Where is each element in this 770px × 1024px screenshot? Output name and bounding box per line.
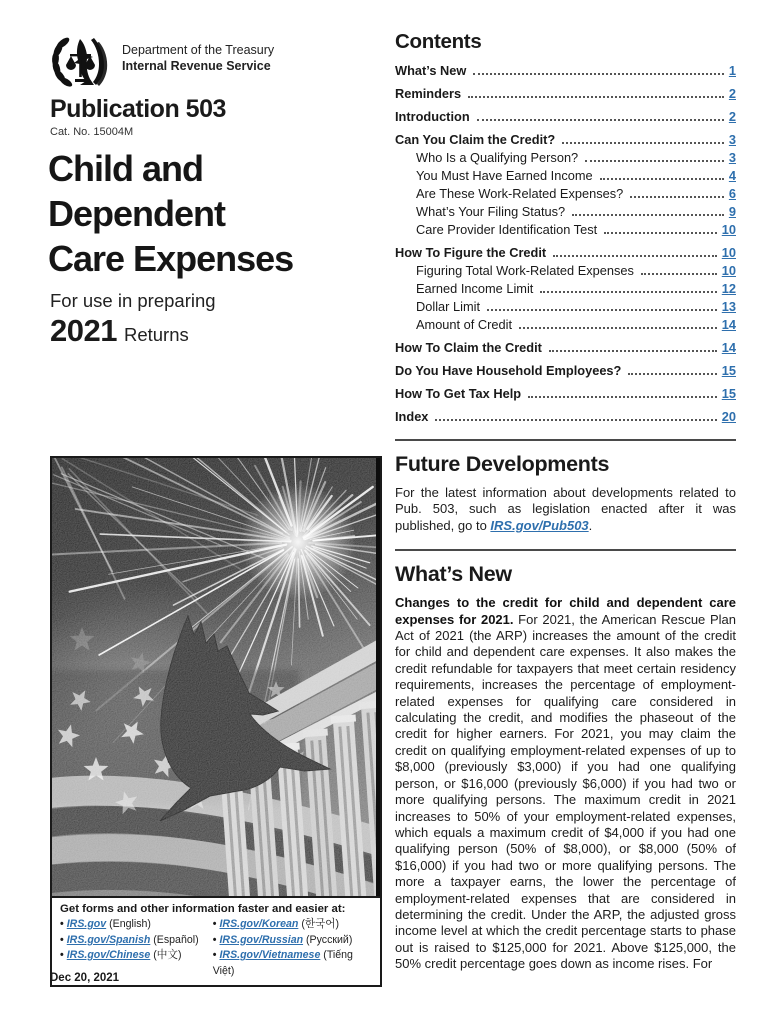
toc-item-label: Figuring Total Work-Related Expenses (416, 263, 634, 278)
lang-label-chinese: (中文) (153, 949, 182, 961)
dot-leader (477, 119, 724, 121)
contents-heading: Contents (395, 30, 482, 53)
toc-page-link[interactable]: 12 (721, 281, 736, 296)
dot-leader (630, 196, 724, 198)
toc-page-link[interactable]: 20 (721, 409, 736, 424)
toc-entry-household-employees[interactable] (395, 363, 736, 378)
title-line-1: Child and (48, 148, 203, 189)
toc-entry-filing-status[interactable] (395, 204, 736, 219)
toc-item-label: Who Is a Qualifying Person? (416, 150, 579, 165)
link-irs-gov-english[interactable]: IRS.gov (66, 918, 107, 930)
returns-label: Returns (123, 324, 189, 345)
toc-page-link[interactable]: 13 (721, 299, 736, 314)
section-divider (395, 439, 736, 441)
bullet-icon: • (212, 949, 217, 961)
link-item-russian (213, 933, 372, 949)
dot-leader (553, 255, 717, 257)
link-item-vietnamese (213, 948, 372, 979)
toc-page-link[interactable]: 6 (728, 186, 736, 201)
cover-photo-frame (50, 456, 382, 987)
toc-entry-reminders[interactable] (395, 86, 736, 101)
link-irs-gov-korean[interactable]: IRS.gov/Korean (219, 918, 299, 930)
toc-entry-work-related-expenses[interactable] (395, 186, 736, 201)
tax-year: 2021 (50, 313, 117, 348)
link-irs-gov-pub503[interactable]: IRS.gov/Pub503 (490, 517, 589, 533)
toc-page-link[interactable]: 14 (721, 317, 736, 332)
toc-page-link[interactable]: 14 (721, 340, 736, 355)
link-item-korean (213, 917, 372, 933)
toc-item-label: Can You Claim the Credit? (395, 132, 556, 147)
irs-eagle-logo-icon (50, 33, 112, 89)
toc-page-link[interactable]: 15 (721, 386, 736, 401)
toc-item-label: Index (395, 409, 429, 424)
toc-entry-qualifying-person[interactable] (395, 150, 736, 165)
preparing-line: For use in preparing (50, 290, 216, 311)
toc-entry-amount-of-credit[interactable] (395, 317, 736, 332)
lang-label-russian: (Русский) (306, 933, 353, 946)
toc-item-label: Introduction (395, 109, 470, 124)
lang-label-english: (English) (109, 918, 151, 930)
toc-item-label: Do You Have Household Employees? (395, 363, 622, 378)
publication-number: Publication 503 (50, 95, 226, 123)
toc-item-label: How To Claim the Credit (395, 340, 542, 355)
toc-item-label: Are These Work-Related Expenses? (416, 186, 624, 201)
toc-page-link[interactable]: 1 (728, 63, 736, 78)
lang-label-korean: (한국어) (301, 918, 340, 930)
future-developments-heading: Future Developments (395, 452, 610, 476)
toc-entry-can-you-claim[interactable] (395, 132, 736, 147)
toc-item-label: You Must Have Earned Income (416, 168, 593, 183)
toc-item-label: What’s Your Filing Status? (416, 204, 566, 219)
dot-leader (468, 96, 724, 98)
toc-item-label: Dollar Limit (416, 299, 480, 314)
whats-new-text: For 2021, the American Rescue Plan Act of 2021 (the ARP) increases the amount of the credit for child and dependent care expenses. It also makes the credit refundable for taxpayers that meet certain residency requirements, increases the percentage of employment-related expenses for qualifying care considered in calculating the credit, and modifies the phaseout of the credit for higher earners. For 2021, you may claim the credit on qualifying employment-related expenses of up to $8,000 (previously $3,000) if you had one qualifying person, or $16,000 (previously $6,000) if you had two or more qualifying persons. The maximum credit in 2021 increases to 50% of your employment-related expenses, which equals a maximum credit of $4,000 if you had one qualifying person (50% of $8,000), or $8,000 (50% of $16,000) if you had two or more qualifying persons. The more a taxpayer earns, the lower the percentage of employment-related expenses that are considered in determining the credit. Under the ARP, the adjusted gross income level at which the credit percentage starts to phase out is raised to $125,000 for 2021. Above $125,000, the 50% credit percentage goes down as income rises. For (395, 611, 736, 972)
toc-page-link[interactable]: 3 (728, 150, 736, 165)
lang-label-spanish: (Español) (153, 933, 199, 946)
toc-page-link[interactable]: 15 (721, 363, 736, 378)
agency-line2: Internal Revenue Service (122, 59, 271, 73)
toc-item-label: What’s New (395, 63, 467, 78)
publication-title (48, 146, 293, 281)
bullet-icon: • (212, 918, 217, 930)
toc-item-label: Amount of Credit (416, 317, 513, 332)
toc-entry-earned-income-limit[interactable] (395, 281, 736, 296)
toc-entry-dollar-limit[interactable] (395, 299, 736, 314)
link-item-spanish (60, 933, 213, 949)
toc-entry-earned-income[interactable] (395, 168, 736, 183)
toc-item-label: Earned Income Limit (416, 281, 534, 296)
title-line-3: Care Expenses (48, 238, 294, 279)
link-irs-gov-chinese[interactable]: IRS.gov/Chinese (66, 949, 151, 961)
dot-leader (604, 232, 717, 234)
future-developments-text-post: . (588, 517, 593, 533)
dot-leader (585, 160, 724, 162)
right-column (395, 30, 736, 973)
toc-entry-whats-new[interactable] (395, 63, 736, 78)
link-irs-gov-spanish[interactable]: IRS.gov/Spanish (66, 933, 151, 946)
toc-entry-claim-credit[interactable] (395, 340, 736, 355)
get-forms-heading: Get forms and other information faster and easier at: (60, 903, 346, 915)
link-item-chinese (60, 948, 213, 964)
agency-header (50, 33, 274, 89)
bullet-icon: • (60, 918, 64, 930)
toc-page-link[interactable]: 2 (728, 109, 736, 124)
dot-leader (435, 419, 716, 421)
dot-leader (487, 309, 717, 311)
toc-page-link[interactable]: 4 (728, 168, 736, 183)
link-irs-gov-vietnamese[interactable]: IRS.gov/Vietnamese (219, 949, 321, 961)
agency-name (122, 33, 274, 74)
dot-leader (540, 291, 716, 293)
bullet-icon: • (60, 949, 64, 961)
toc-entry-tax-help[interactable] (395, 386, 736, 401)
tax-year-line (50, 313, 189, 349)
toc-entry-care-provider-test[interactable] (395, 222, 736, 237)
dot-leader (562, 142, 724, 144)
dot-leader (519, 327, 717, 329)
toc-page-link[interactable]: 2 (728, 86, 736, 101)
toc-page-link[interactable]: 10 (721, 263, 736, 278)
whats-new-heading: What’s New (395, 562, 512, 587)
agency-line1: Department of the Treasury (122, 43, 275, 57)
whats-new-paragraph (395, 595, 736, 972)
dot-leader (628, 373, 716, 375)
section-divider (395, 549, 736, 551)
toc-item-label: How To Get Tax Help (395, 386, 522, 401)
title-line-2: Dependent (48, 193, 226, 234)
toc-entry-figure-credit[interactable] (395, 245, 736, 260)
dot-leader (641, 273, 717, 275)
lang-label-vietnamese: (Tiếng Việt) (212, 949, 353, 977)
toc-item-label: How To Figure the Credit (395, 245, 547, 260)
dot-leader (549, 350, 717, 352)
dot-leader (473, 73, 724, 75)
future-developments-paragraph (395, 485, 736, 534)
dot-leader (572, 214, 724, 216)
bullet-icon: • (60, 933, 64, 946)
whats-new-lead: Changes to the credit for child and dependent care expenses for 2021. (395, 595, 736, 627)
toc-item-label: Care Provider Identification Test (416, 222, 598, 237)
revision-date: Dec 20, 2021 (50, 972, 120, 984)
publication-id (50, 95, 226, 138)
toc-entry-index[interactable] (395, 409, 736, 424)
toc-item-label: Reminders (395, 86, 462, 101)
toc-page-link[interactable]: 10 (721, 222, 736, 237)
dot-leader (528, 396, 717, 398)
link-irs-gov-russian[interactable]: IRS.gov/Russian (219, 933, 304, 946)
future-developments-text-pre: For the latest information about developments related to Pub. 503, such as legislation enacted after it was published, go to (395, 485, 736, 533)
dot-leader (600, 178, 724, 180)
toc-page-link[interactable]: 3 (728, 132, 736, 147)
catalog-number: Cat. No. 15004M (50, 126, 134, 138)
link-item-english (60, 917, 213, 933)
toc-entry-introduction[interactable] (395, 109, 736, 124)
toc-page-link[interactable]: 9 (728, 204, 736, 219)
bullet-icon: • (212, 933, 217, 946)
toc-page-link[interactable]: 10 (721, 245, 736, 260)
toc-entry-figuring-total[interactable] (395, 263, 736, 278)
cover-photo-fireworks-eagle-flag-capitol (52, 458, 376, 896)
